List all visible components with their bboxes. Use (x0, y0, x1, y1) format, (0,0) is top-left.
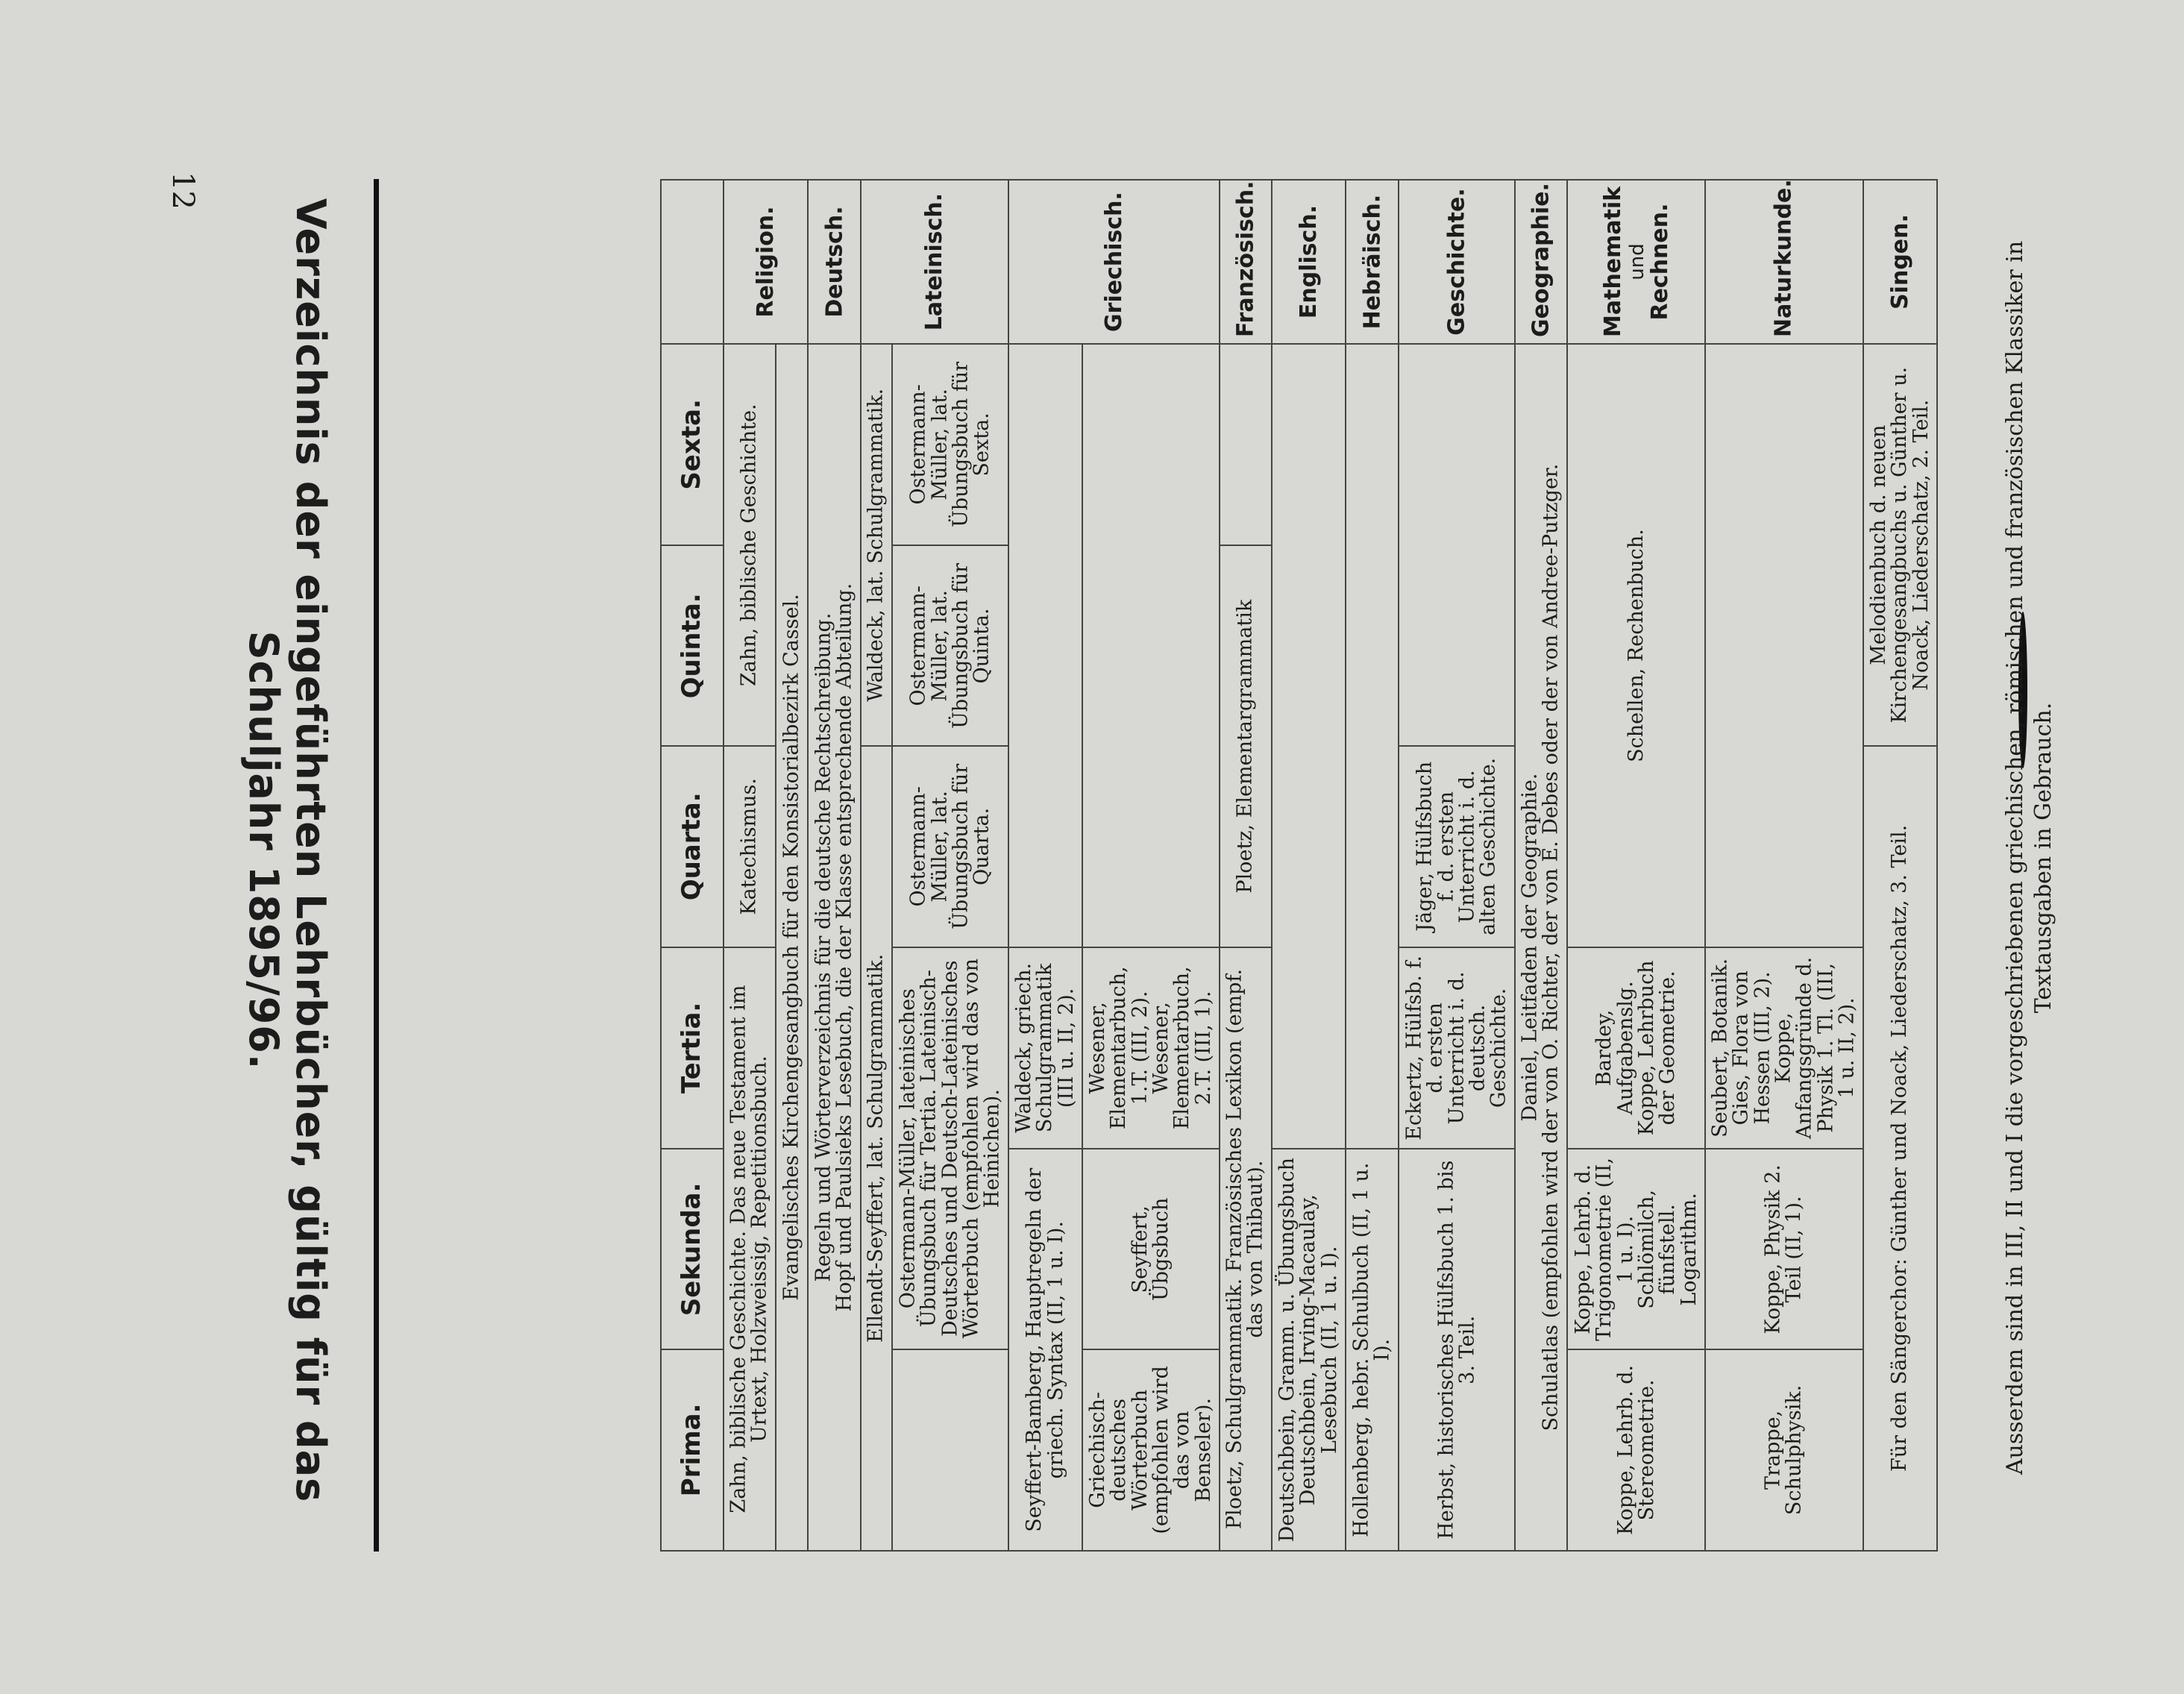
latein-row1-low: Waldeck, lat. Schulgrammatik. (861, 344, 892, 746)
singen-lower: Melodienbuch d. neuen Kirchengesangbuchs u. Günther u. Noack, Liederschatz, 2. Teil. (1863, 344, 1937, 746)
geographie-text1: Daniel, Leitfaden der Geographie. (1518, 773, 1542, 1122)
header-quinta: Quinta. (661, 545, 724, 747)
griechisch-prima-2: Griechisch-deutsches Wörterbuch (empfohlen wird das von Benseler). (1082, 1349, 1220, 1551)
geschichte-quarta: Jäger, Hülfsbuch f. d. ersten Unterricht i. d. alten Geschichte. (1399, 746, 1515, 947)
table-row-geographie (1515, 180, 1568, 1551)
naturkunde-lower (1705, 344, 1863, 947)
header-sekunda: Sekunda. (661, 1149, 724, 1350)
latein-prima (892, 1349, 1008, 1551)
header-blank (661, 180, 724, 344)
deutsch-text (808, 344, 861, 1551)
religion-quarta: Katechismus. (724, 746, 776, 947)
hebraeisch-upper: Hollenberg, hebr. Schulbuch (II, 1 u. I). (1346, 1149, 1399, 1551)
geschichte-lower (1399, 344, 1515, 746)
latein-tertia-sekunda: Ostermann-Müller, lateinisches Übungsbuch für Tertia. Lateinisch-Deutsches und Deutsch-Lateinisches Wörterbuch (empfohlen wird das von Heinichen). (892, 947, 1008, 1349)
mathematik-lower: Schellen, Rechenbuch. (1568, 344, 1705, 947)
singen-upper: Für den Sängerchor: Günther und Noack, Liederschatz, 3. Teil. (1863, 746, 1937, 1551)
table-row-mathematik (1568, 180, 1705, 1551)
title-rule (374, 179, 379, 1552)
griechisch-sekunda-2: Seyffert, Übgsbuch (1082, 1149, 1220, 1350)
griechisch-tertia-1: Waldeck, griech. Schulgrammatik (III u. II, 2). (1008, 947, 1082, 1149)
table-row-franzoesisch (1220, 180, 1273, 1551)
mathematik-label: Mathematik (1599, 186, 1626, 337)
deutsch-text1: Regeln und Wörterverzeichnis für die deutsche Rechtschreibung. (811, 612, 835, 1282)
header-prima: Prima. (661, 1349, 724, 1551)
table-row-geschichte (1399, 180, 1515, 1551)
subject-geographie: Geographie. (1515, 180, 1568, 344)
geographie-text2: Schulatlas (empfohlen wird der von O. Richter, der von E. Debes oder der von Andree-Putzger. (1540, 463, 1563, 1431)
franzoesisch-sexta (1220, 344, 1273, 545)
mathematik-upper: Koppe, Lehrb. d. Trigonometrie (II, 1 u. I). Schlömilch, fünfstell. Logarithm. (1568, 1149, 1705, 1350)
latein-quarta: Ostermann-Müller, lat. Übungsbuch für Quarta. (892, 746, 1008, 947)
griechisch-lower-2 (1082, 344, 1220, 947)
naturkunde-sekunda: Koppe, Physik 2. Teil (II, 1). (1705, 1149, 1863, 1350)
subject-englisch: Englisch. (1272, 180, 1346, 344)
subject-geschichte: Geschichte. (1399, 180, 1515, 344)
franzoesisch-upper: Ploetz, Schulgrammatik. Französisches Lexikon (empf. das von Thibaut). (1220, 947, 1273, 1551)
griechisch-tertia-2b: Wesener, Elementarbuch, 2.T. (III, 1). (1149, 966, 1215, 1130)
geographie-text (1515, 344, 1568, 1551)
mathematik-prima: Koppe, Lehrb. d. Stereometrie. (1568, 1349, 1705, 1551)
subject-latein: Lateinisch. (861, 180, 1008, 344)
table-row-naturkunde (1705, 180, 1863, 1551)
page-title: Verzeichnis der eingeführten Lehrbücher, gültig für das Schuljahr 1895/96. (240, 198, 334, 1503)
naturkunde-tertia: Seubert, Botanik. Gies, Flora von Hessen (III, 2). Koppe, Anfangsgründe d. Physik 1. Tl. (III, 1 u. II, 2). (1705, 947, 1863, 1149)
religion-row2: Evangelisches Kirchengesangbuch für den Konsistorialbezirk Cassel. (776, 344, 808, 1551)
geschichte-tertia: Eckertz, Hülfsb. f. d. ersten Unterricht i. d. deutsch. Geschichte. (1399, 947, 1515, 1149)
subject-franzoesisch: Französisch. (1220, 180, 1273, 344)
table-row-latein-2 (892, 180, 1008, 1551)
subject-hebraeisch: Hebräisch. (1346, 180, 1399, 344)
header-quarta: Quarta. (661, 746, 724, 947)
table-header-row (661, 180, 724, 1551)
textbook-table (660, 179, 1938, 1552)
naturkunde-prima: Trappe, Schulphysik. (1705, 1349, 1863, 1551)
griechisch-tertia-2a: Wesener, Elementarbuch, 1.T. (III, 2). (1085, 966, 1152, 1130)
footer-note: Ausserdem sind in III, II und I die vorgeschriebenen griechischen, römischen und französischen Klassiker in Textausgaben in Gebrauch. (2002, 240, 2056, 1475)
table-row-latein-1 (861, 180, 892, 1551)
table-row-religion-1 (724, 180, 776, 1551)
rechnen-label: Rechnen. (1646, 203, 1673, 321)
table-row-singen (1863, 180, 1937, 1551)
deutsch-text2: Hopf und Paulsieks Lesebuch, die der Klasse entsprechende Abteilung. (832, 583, 856, 1312)
griechisch-lower-1 (1008, 344, 1082, 947)
griechisch-tertia-2 (1082, 947, 1220, 1149)
mathematik-tertia: Bardey, Aufgabenslg. Koppe, Lehrbuch der Geometrie. (1568, 947, 1705, 1149)
subject-mathematik (1568, 180, 1705, 344)
griechisch-upper-1: Seyffert-Bamberg, Hauptregeln der griech. Syntax (II, 1 u. I). (1008, 1149, 1082, 1551)
subject-singen: Singen. (1863, 180, 1937, 344)
header-sexta: Sexta. (661, 344, 724, 545)
mathematik-und: und (1625, 243, 1648, 280)
latein-quinta: Ostermann-Müller, lat. Übungsbuch für Quinta. (892, 545, 1008, 747)
table-row-religion-2 (776, 180, 808, 1551)
religion-upper: Zahn, biblische Geschichte. Das neue Testament im Urtext, Holzweissig, Repetitionsbuch. (724, 947, 776, 1551)
table-row-griechisch-2 (1082, 180, 1220, 1551)
subject-naturkunde: Naturkunde. (1705, 180, 1863, 344)
latein-row1-high: Ellendt-Seyffert, lat. Schulgrammatik. (861, 746, 892, 1551)
table-row-deutsch (808, 180, 861, 1551)
subject-religion: Religion. (724, 180, 808, 344)
table-row-hebraeisch (1346, 180, 1399, 1551)
header-tertia: Tertia. (661, 947, 724, 1149)
table-row-griechisch-1 (1008, 180, 1082, 1551)
religion-sexta-quinta: Zahn, biblische Geschichte. (724, 344, 776, 746)
table-row-englisch (1272, 180, 1346, 1551)
englisch-upper: Deutschbein, Gramm. u. Übungsbuch Deutschbein, Irving-Macaulay, Lesebuch (II, 1 u. I). (1272, 1149, 1346, 1551)
subject-griechisch: Griechisch. (1008, 180, 1220, 344)
latein-sexta: Ostermann-Müller, lat. Übungsbuch für Sexta. (892, 344, 1008, 545)
subject-deutsch: Deutsch. (808, 180, 861, 344)
englisch-lower (1272, 344, 1346, 1149)
hebraeisch-lower (1346, 344, 1399, 1149)
franzoesisch-lower: Ploetz, Elementargrammatik (1220, 545, 1273, 947)
geschichte-upper: Herbst, historisches Hülfsbuch 1. bis 3. Teil. (1399, 1149, 1515, 1551)
page-number: 12 (166, 172, 200, 210)
